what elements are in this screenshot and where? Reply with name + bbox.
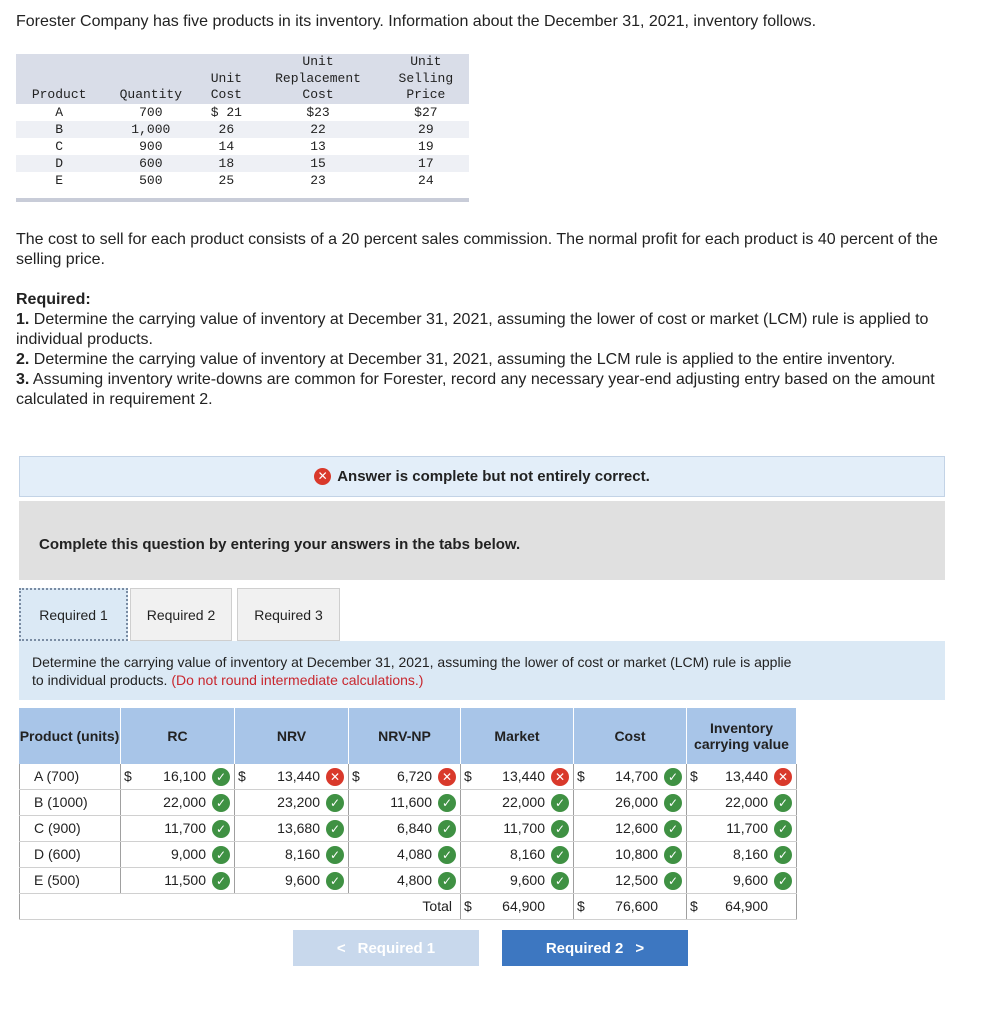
answer-input-cell[interactable] [687,790,797,815]
dollar-sign: $ [464,768,472,784]
answer-input-cell[interactable] [687,842,797,867]
total-label-cell [19,894,461,919]
check-circle-icon: ✓ [212,794,230,812]
answer-input-cell[interactable] [349,868,461,893]
answer-value: 12,600 [615,820,658,836]
dollar-sign: $ [690,768,698,784]
answer-row [19,868,797,894]
required-heading: Required: [16,291,91,308]
answer-value: 8,160 [732,846,768,862]
inventory-cell: $ 21 [210,104,242,120]
answer-input-cell[interactable] [349,842,461,867]
answer-value: 26,000 [615,794,658,810]
dollar-sign: $ [577,768,585,784]
answer-value: 14,700 [615,768,658,784]
inventory-cell: E [55,172,64,188]
dollar-sign: $ [464,898,472,914]
inventory-cell: 29 [383,121,469,138]
required-item-2: 2. Determine the carrying value of inventory at December 31, 2021, assuming the LCM rule is applied to the entire inventory. [16,351,896,368]
product-label: D (600) [19,842,121,867]
answer-input-cell[interactable] [574,764,687,789]
inventory-header-cell: Product [16,54,102,104]
answer-row [19,842,797,868]
inventory-row [16,155,469,172]
answer-value: 22,000 [725,794,768,810]
instruction-line-1: Determine the carrying value of inventory at December 31, 2021, assuming the lower of cost or market (LCM) rule is applie [32,654,792,670]
tab-instruction [19,641,945,700]
inventory-cell: 600 [102,155,199,172]
check-circle-icon: ✓ [664,872,682,890]
prev-button-label: Required 1 [357,939,436,957]
inventory-table-wrap [16,54,469,199]
answer-value: 11,700 [503,820,545,836]
total-cell [574,894,687,919]
answer-value: 12,500 [615,872,658,888]
inventory-header-cell: Unit Cost [199,54,253,104]
inventory-table [16,54,469,189]
inventory-header-cell: Quantity [102,54,199,104]
inventory-row [16,121,469,138]
answer-input-cell[interactable] [574,842,687,867]
tab-required-3[interactable]: Required 3 [237,588,340,641]
answer-value: 11,700 [164,820,206,836]
x-circle-icon: ✕ [551,768,569,786]
check-circle-icon: ✓ [774,820,792,838]
answer-row [19,790,797,816]
answer-input-cell[interactable] [235,842,349,867]
next-button[interactable] [502,930,688,966]
answer-value: 16,100 [163,768,206,784]
next-button-label: Required 2 [545,939,624,957]
answer-input-cell[interactable] [574,868,687,893]
check-circle-icon: ✓ [774,794,792,812]
inventory-cell: 17 [383,155,469,172]
dollar-sign: $ [690,898,698,914]
answer-value: 9,600 [284,872,320,888]
inventory-cell: 18 [199,155,253,172]
check-circle-icon: ✓ [551,846,569,864]
check-circle-icon: ✓ [326,794,344,812]
answer-header-cell: Cost [574,708,687,764]
answer-value: 22,000 [163,794,206,810]
answer-row [19,816,797,842]
check-circle-icon: ✓ [438,872,456,890]
inventory-cell: 13 [310,138,326,154]
total-value: 76,600 [615,898,658,914]
answer-input-cell[interactable] [461,868,574,893]
answer-value: 6,840 [396,820,432,836]
product-label: B (1000) [19,790,121,815]
answer-input-cell[interactable] [461,764,574,789]
prev-button[interactable] [293,930,479,966]
product-label: A (700) [19,764,121,789]
check-circle-icon: ✓ [664,846,682,864]
answer-input-cell[interactable] [235,764,349,789]
answer-input-cell[interactable] [687,764,797,789]
total-value: 64,900 [502,898,545,914]
check-circle-icon: ✓ [212,846,230,864]
answer-input-cell[interactable] [235,790,349,815]
inventory-cell: 23 [310,172,326,188]
answer-value: 11,700 [726,820,768,836]
inventory-cell: B [16,121,102,138]
answer-header-cell: Product (units) [19,708,121,764]
required-item-3: 3. Assuming inventory write-downs are common for Forester, record any necessary year-end adjusting entry based on the amount calculated in requirement 2. [16,371,935,408]
check-circle-icon: ✓ [438,820,456,838]
inventory-cell: 25 [218,172,235,188]
answer-value: 23,200 [277,794,320,810]
answer-value: 6,720 [396,768,432,784]
answer-input-cell[interactable] [687,816,797,841]
check-circle-icon: ✓ [551,820,569,838]
check-circle-icon: ✓ [774,846,792,864]
total-cell [687,894,797,919]
inventory-cell: C [55,138,64,154]
inventory-cell: 22 [253,121,382,138]
answer-header-cell: Inventory carrying value [687,708,797,764]
dollar-sign: $ [238,768,246,784]
dollar-sign: $ [577,898,585,914]
dollar-sign: $ [124,768,132,784]
answer-value: 8,160 [284,846,320,862]
answer-input-cell[interactable] [461,790,574,815]
answer-value: 13,680 [277,820,320,836]
answer-header-cell: Market [461,708,574,764]
answer-input-cell[interactable] [235,816,349,841]
inventory-header-cell: Unit Selling Price [383,54,469,104]
required-item-1: 1. Determine the carrying value of inventory at December 31, 2021, assuming the lower of cost or market (LCM) rule is applied to individual products. [16,311,929,348]
check-circle-icon: ✓ [212,872,230,890]
check-circle-icon: ✓ [326,846,344,864]
instruction-line-2: to individual products. (Do not round intermediate calculations.) [32,672,424,688]
answer-input-cell[interactable] [461,842,574,867]
inventory-cell: 26 [199,121,253,138]
answer-value: 4,800 [396,872,432,888]
answer-value: 13,440 [277,768,320,784]
total-value: 64,900 [725,898,768,914]
check-circle-icon: ✓ [664,820,682,838]
inventory-table-footer-bar [16,198,469,202]
inventory-cell: $27 [414,104,438,120]
inventory-row [16,104,469,121]
check-circle-icon: ✓ [438,794,456,812]
total-row [19,894,797,920]
answer-value: 9,000 [170,846,206,862]
answer-input-cell[interactable] [349,816,461,841]
answer-input-cell[interactable] [349,790,461,815]
cost-to-sell-text: The cost to sell for each product consists of a 20 percent sales commission. The normal profit for each product is 40 percent of the selling price. [16,231,938,268]
tab-required-2[interactable]: Required 2 [130,588,232,641]
inventory-header-cell: Unit Replacement Cost [253,54,382,104]
inventory-cell: 500 [139,172,163,188]
answer-header-cell: RC [121,708,235,764]
answer-row [19,764,797,790]
check-circle-icon: ✓ [664,794,682,812]
check-circle-icon: ✓ [212,820,230,838]
answer-header-row [19,708,797,764]
answer-input-cell[interactable] [121,868,235,893]
inventory-cell: 19 [418,138,434,154]
chevron-right-icon: > [635,939,645,957]
answer-input-cell[interactable] [121,816,235,841]
answer-value: 9,600 [509,872,545,888]
total-cell [461,894,574,919]
answer-input-cell[interactable] [574,816,687,841]
answer-value: 22,000 [502,794,545,810]
answer-value: 13,440 [725,768,768,784]
answer-value: 4,080 [396,846,432,862]
check-circle-icon: ✓ [438,846,456,864]
answer-value: 10,800 [615,846,658,862]
x-circle-icon: ✕ [314,468,331,485]
inventory-cell: $23 [306,104,330,120]
answer-status-banner [19,456,945,497]
tab-required-1[interactable]: Required 1 [19,588,128,641]
answer-status-text: Answer is complete but not entirely correct. [337,468,650,485]
instruction-note: (Do not round intermediate calculations.) [171,672,424,688]
check-circle-icon: ✓ [551,872,569,890]
check-circle-icon: ✓ [774,872,792,890]
answer-input-cell[interactable] [121,764,235,789]
inventory-cell: A [55,104,64,120]
answer-input-cell[interactable] [235,868,349,893]
total-label: Total [422,898,452,914]
inventory-cell: 24 [418,172,434,188]
answer-input-cell[interactable] [121,842,235,867]
complete-instruction: Complete this question by entering your answers in the tabs below. [19,501,945,580]
inventory-cell: D [16,155,102,172]
intro-text: Forester Company has five products in its inventory. Information about the December 31, 2021, inventory follows. [16,13,817,30]
check-circle-icon: ✓ [326,820,344,838]
answer-input-cell[interactable] [687,868,797,893]
answer-input-cell[interactable] [461,816,574,841]
inventory-cell: 700 [139,104,163,120]
inventory-row [16,138,469,155]
product-label: C (900) [19,816,121,841]
inventory-row [16,172,469,189]
dollar-sign: $ [352,768,360,784]
inventory-cell: 900 [139,138,163,154]
chevron-left-icon: < [336,939,346,957]
answer-value: 8,160 [509,846,545,862]
check-circle-icon: ✓ [664,768,682,786]
answer-header-cell: NRV-NP [349,708,461,764]
answer-input-cell[interactable] [121,790,235,815]
inventory-cell: 1,000 [102,121,199,138]
answer-input-cell[interactable] [349,764,461,789]
inventory-cell: 15 [253,155,382,172]
check-circle-icon: ✓ [551,794,569,812]
check-circle-icon: ✓ [212,768,230,786]
x-circle-icon: ✕ [326,768,344,786]
answer-value: 9,600 [732,872,768,888]
check-circle-icon: ✓ [326,872,344,890]
required-section [16,290,956,410]
inventory-cell: 14 [218,138,235,154]
answer-header-cell: NRV [235,708,349,764]
answer-value: 11,500 [164,872,206,888]
answer-value: 13,440 [502,768,545,784]
x-circle-icon: ✕ [438,768,456,786]
answer-table [19,708,797,920]
x-circle-icon: ✕ [774,768,792,786]
answer-value: 11,600 [390,794,432,810]
product-label: E (500) [19,868,121,893]
answer-input-cell[interactable] [574,790,687,815]
